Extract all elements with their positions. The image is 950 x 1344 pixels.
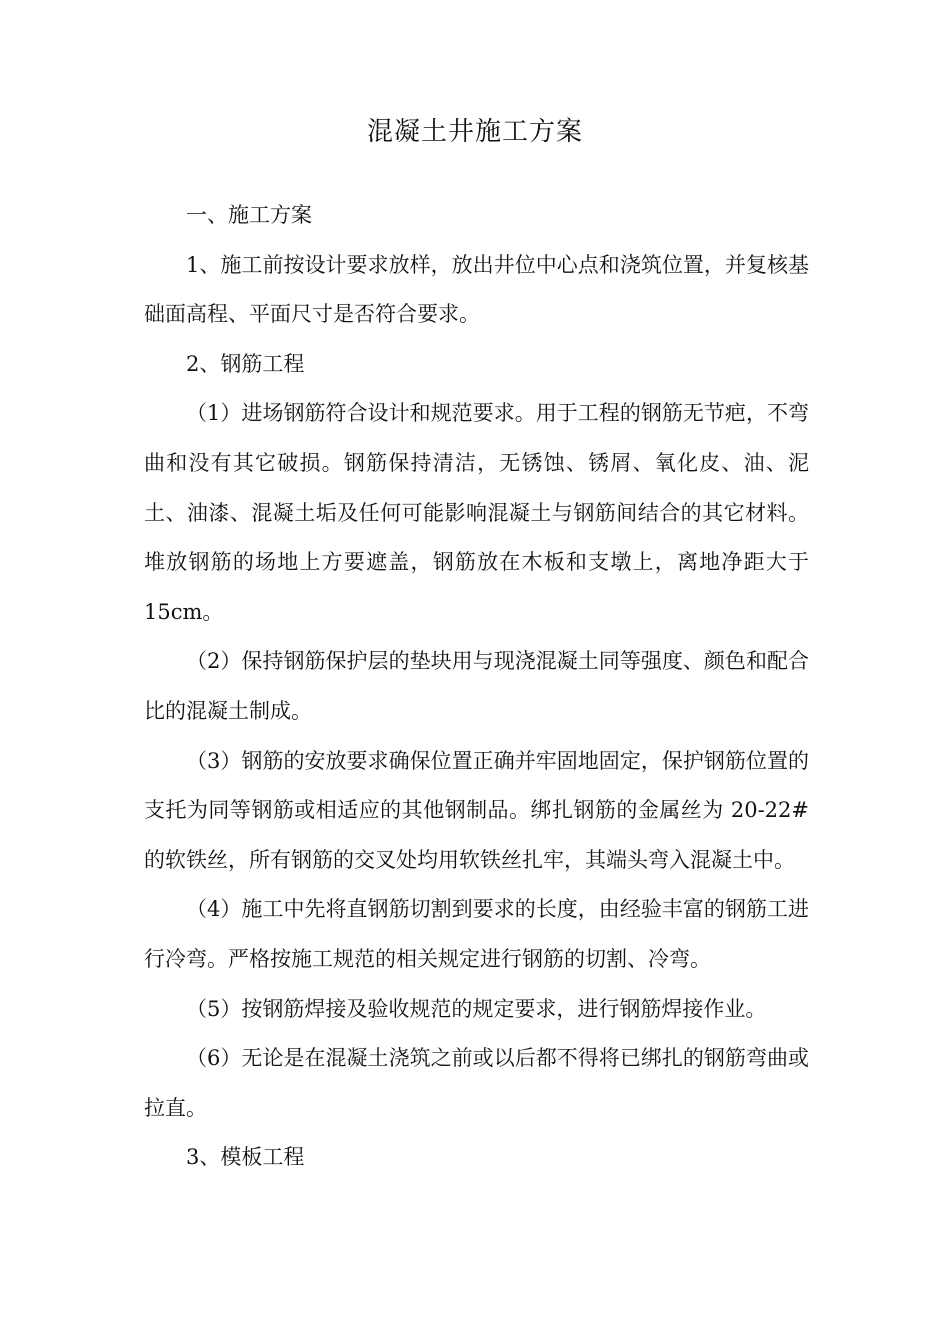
paragraph-rebar-4: （4）施工中先将直钢筋切割到要求的长度，由经验丰富的钢筋工进行冷弯。严格按施工规范的相关规定进行钢筋的切割、冷弯。 [144, 897, 809, 971]
paragraph-rebar-1: （1）进场钢筋符合设计和规范要求。用于工程的钢筋无节疤，不弯曲和没有其它破损。钢筋保持清洁，无锈蚀、锈屑、氧化皮、油、泥土、油漆、混凝土垢及任何可能影响混凝土与钢筋间结合的其它材料。堆放钢筋的场地上方要遮盖，钢筋放在木板和支墩上，离地净距大于 15cm。 [144, 401, 809, 624]
subsection-heading-rebar: 2、钢筋工程 [186, 351, 305, 376]
paragraph-rebar-2: （2）保持钢筋保护层的垫块用与现浇混凝土同等强度、颜色和配合比的混凝土制成。 [144, 649, 809, 723]
paragraph-rebar-3: （3）钢筋的安放要求确保位置正确并牢固地固定，保护钢筋位置的支托为同等钢筋或相适应的其他钢制品。绑扎钢筋的金属丝为 20-22#的软铁丝，所有钢筋的交叉处均用软铁丝扎牢，其端头弯入混凝土中。 [144, 748, 809, 872]
section-heading-construction-plan: 一、施工方案 [186, 203, 312, 227]
document-body [144, 191, 809, 1183]
paragraph-setting-out: 1、施工前按设计要求放样，放出井位中心点和浇筑位置，并复核基础面高程、平面尺寸是否符合要求。 [144, 252, 809, 327]
paragraph-rebar-5: （5）按钢筋焊接及验收规范的规定要求，进行钢筋焊接作业。 [186, 996, 767, 1021]
subsection-heading-formwork: 3、模板工程 [186, 1145, 305, 1170]
paragraph-rebar-6: （6）无论是在混凝土浇筑之前或以后都不得将已绑扎的钢筋弯曲或拉直。 [144, 1046, 809, 1120]
document-title: 混凝土井施工方案 [366, 117, 583, 147]
